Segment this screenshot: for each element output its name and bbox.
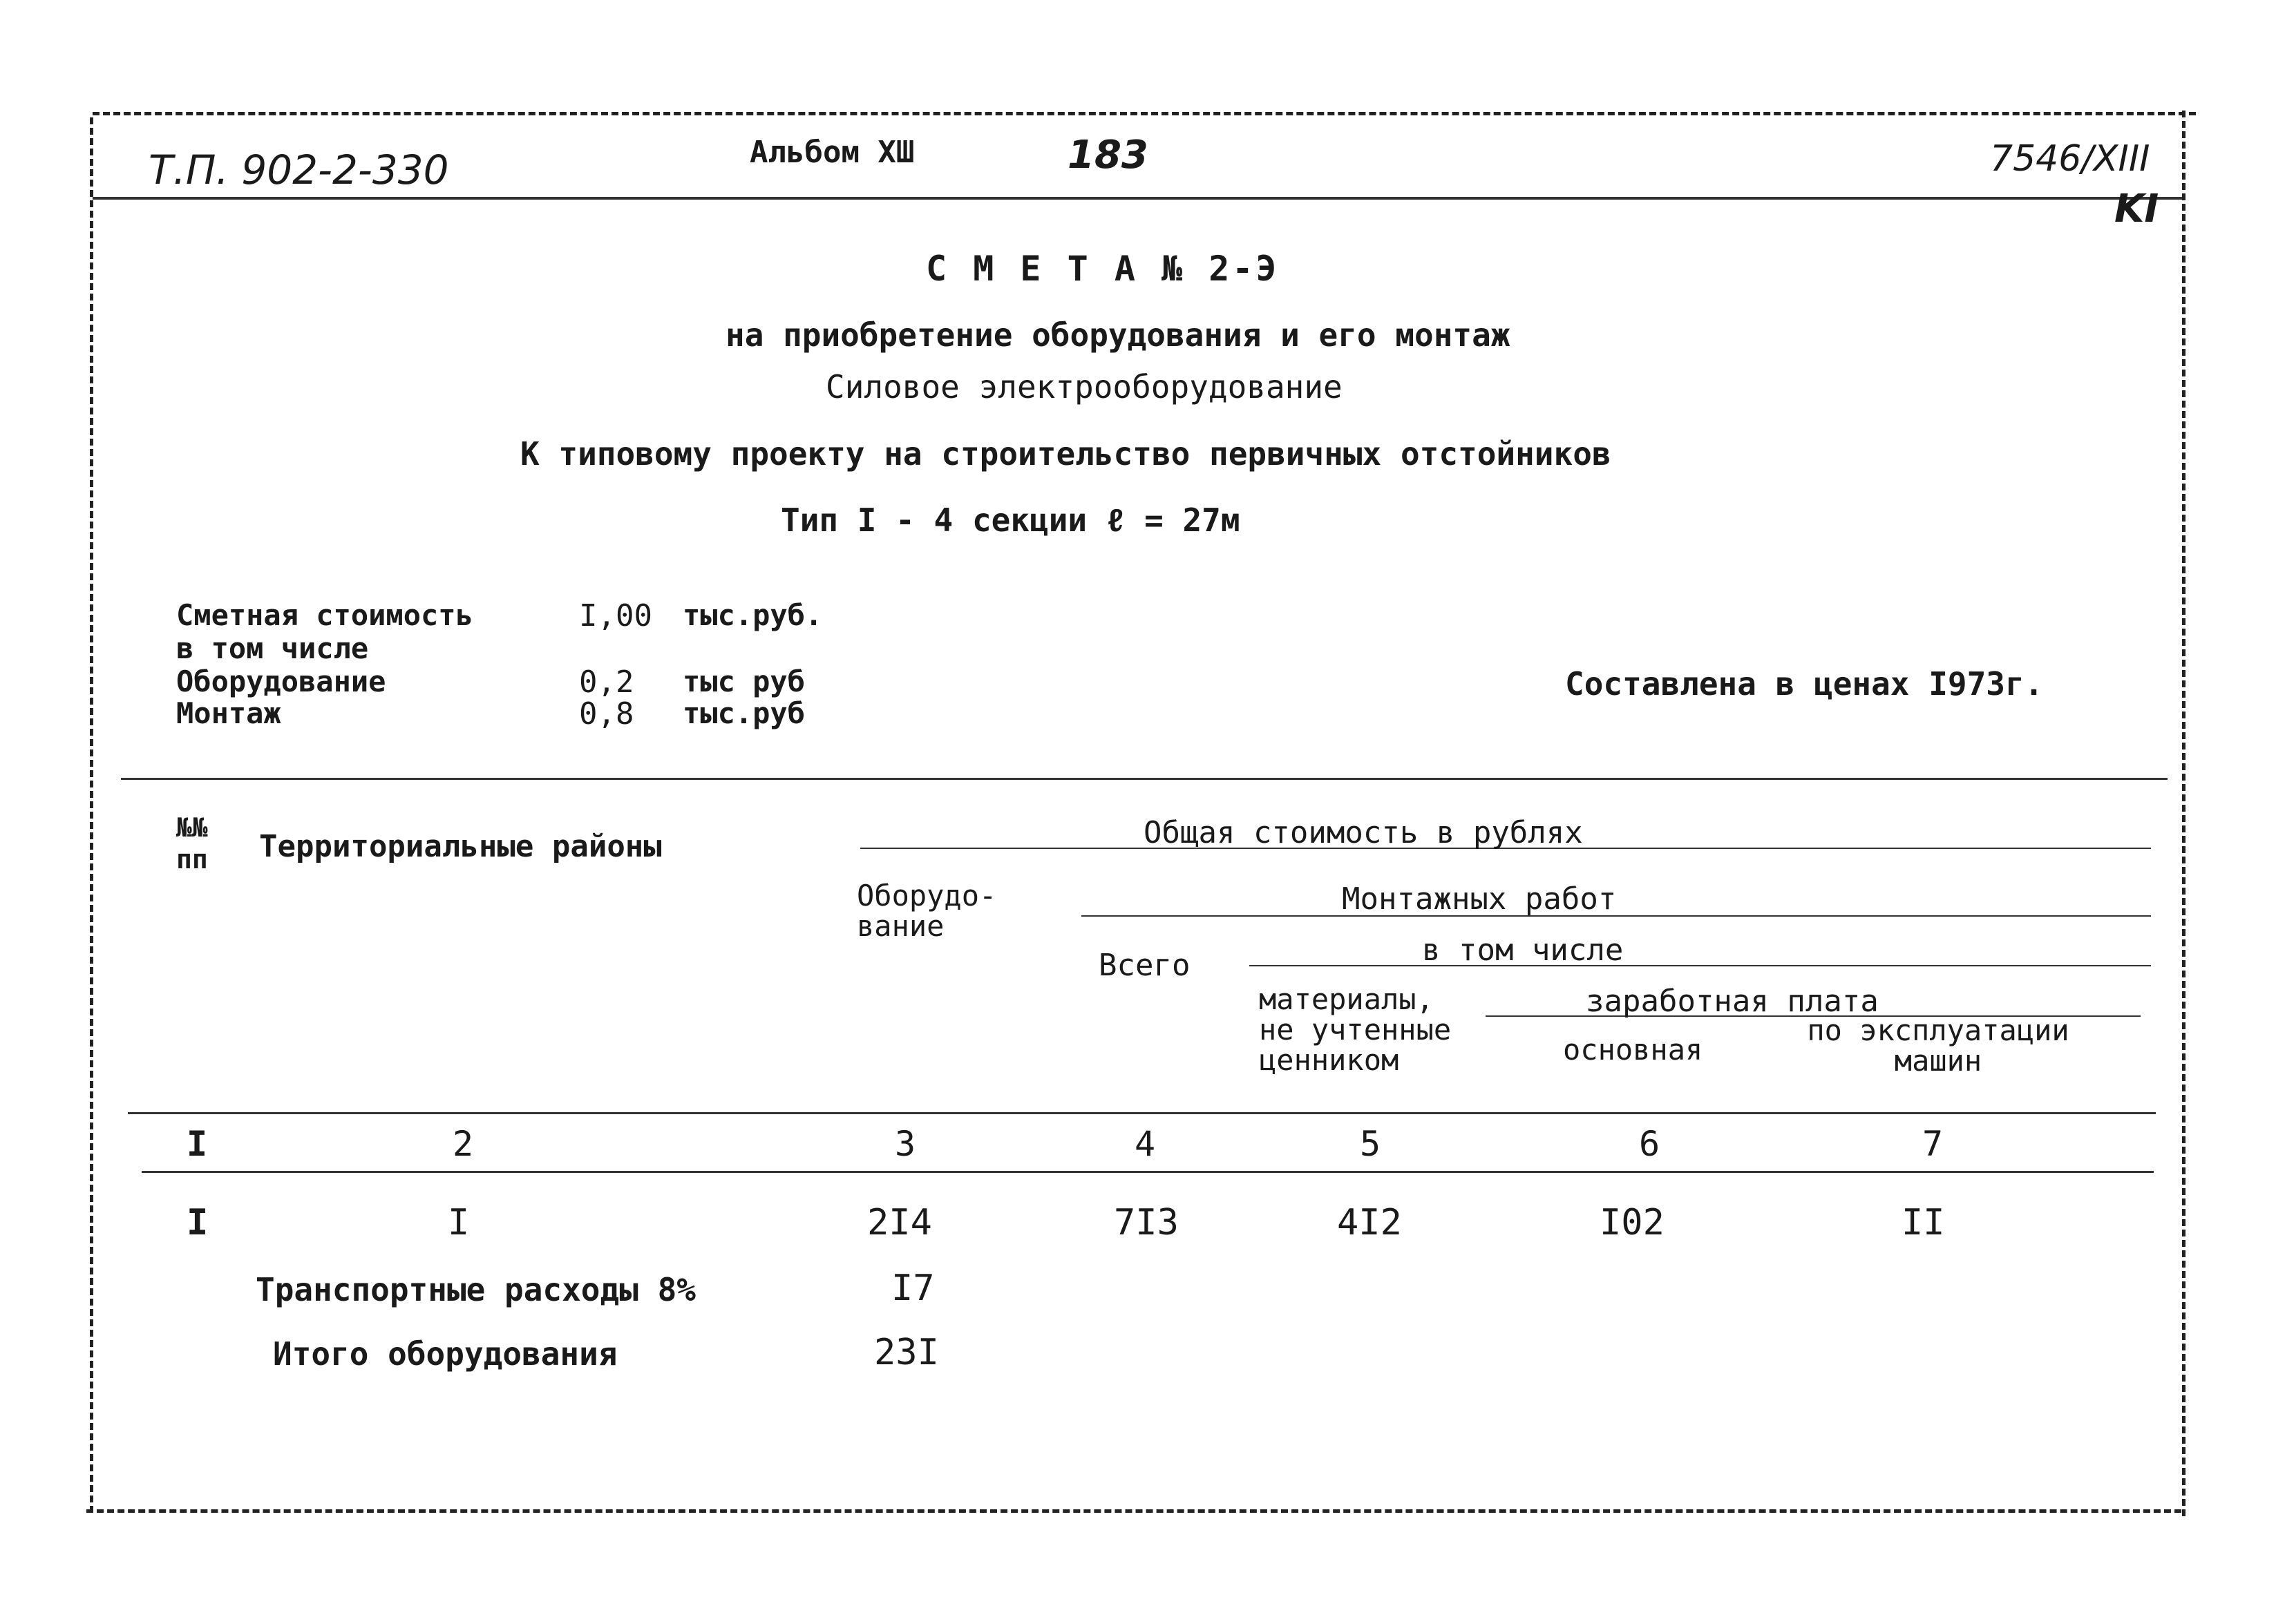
column-number-4: 4 xyxy=(1135,1124,1156,1164)
summary-equipment-label: Оборудование xyxy=(176,665,386,698)
transport-label: Транспортные расходы 8% xyxy=(256,1271,696,1308)
header-regions: Территориальные районы xyxy=(259,829,662,864)
including-underline xyxy=(1249,965,2151,966)
frame-right-border xyxy=(2182,111,2186,1516)
summary-estimated-cost-value: I,00 xyxy=(579,598,652,633)
column-number-7: 7 xyxy=(1922,1124,1944,1164)
summary-estimated-cost-label: Сметная стоимость xyxy=(176,598,473,632)
frame-left-border xyxy=(90,117,93,1513)
column-numbers-rule xyxy=(142,1171,2154,1173)
column-number-6: 6 xyxy=(1639,1124,1660,1164)
header-bottom-rule xyxy=(128,1112,2156,1114)
frame-top-border xyxy=(93,112,2196,115)
header-wages: заработная плата xyxy=(1586,984,1879,1019)
project-type-line: Тип I - 4 секции ℓ = 27м xyxy=(781,501,1240,539)
row-equipment-cost: 2I4 xyxy=(867,1202,932,1243)
row-basic-wages: I02 xyxy=(1600,1202,1665,1243)
row-region: I xyxy=(448,1202,470,1243)
row-materials: 4I2 xyxy=(1337,1202,1402,1243)
price-basis: Составлена в ценах I973г. xyxy=(1565,665,2044,703)
row-number: I xyxy=(187,1202,209,1243)
row-installation-total: 7I3 xyxy=(1114,1202,1179,1243)
summary-installation-unit: тыс.руб xyxy=(683,696,806,730)
header-materials: материалы, не учтенные ценником xyxy=(1259,982,1452,1077)
header-total: Всего xyxy=(1099,948,1191,983)
header-total-cost: Общая стоимость в рублях xyxy=(1144,815,1583,850)
table-top-rule xyxy=(121,778,2168,780)
summary-equipment-unit: тыс руб xyxy=(683,665,806,698)
estimate-subject: Силовое электрооборудование xyxy=(826,368,1343,405)
album-label: Альбом ХШ xyxy=(750,135,915,170)
column-number-2: 2 xyxy=(453,1124,474,1164)
header-installation: Монтажных работ xyxy=(1342,881,1617,917)
header-including: в том числе xyxy=(1422,933,1624,968)
sheet-mark: KI xyxy=(2114,187,2159,231)
summary-estimated-cost-unit: тыс.руб. xyxy=(683,598,823,632)
column-number-1: I xyxy=(187,1124,208,1164)
registration-number: 7546/XIII xyxy=(1990,138,2150,180)
header-equipment: Оборудо- вание xyxy=(857,879,997,943)
row-machine-wages: II xyxy=(1902,1202,1945,1243)
project-code: Т.П. 902-2-330 xyxy=(149,146,449,193)
header-divider xyxy=(93,197,2182,200)
frame-bottom-border xyxy=(86,1509,2181,1513)
page-number: 183 xyxy=(1068,133,1148,178)
summary-including-label: в том числе xyxy=(176,631,369,665)
estimate-purpose: на приобретение оборудования и его монтаж xyxy=(726,316,1510,354)
project-reference: К типовому проекту на строительство первичных отстойников xyxy=(520,435,1611,472)
equipment-total-value: 23I xyxy=(874,1332,939,1373)
header-machine-wages: по эксплуатации машин xyxy=(1807,1013,2069,1078)
header-number: №№ пп xyxy=(176,812,208,875)
column-number-5: 5 xyxy=(1360,1124,1381,1164)
transport-value: I7 xyxy=(891,1268,935,1309)
summary-equipment-value: 0,2 xyxy=(579,665,634,700)
summary-installation-label: Монтаж xyxy=(176,696,281,730)
equipment-total-label: Итого оборудования xyxy=(273,1335,618,1373)
summary-installation-value: 0,8 xyxy=(579,696,634,732)
estimate-title: С М Е Т А № 2-Э xyxy=(926,249,1280,289)
header-basic-wages: основная xyxy=(1563,1033,1703,1067)
column-number-3: 3 xyxy=(895,1124,916,1164)
